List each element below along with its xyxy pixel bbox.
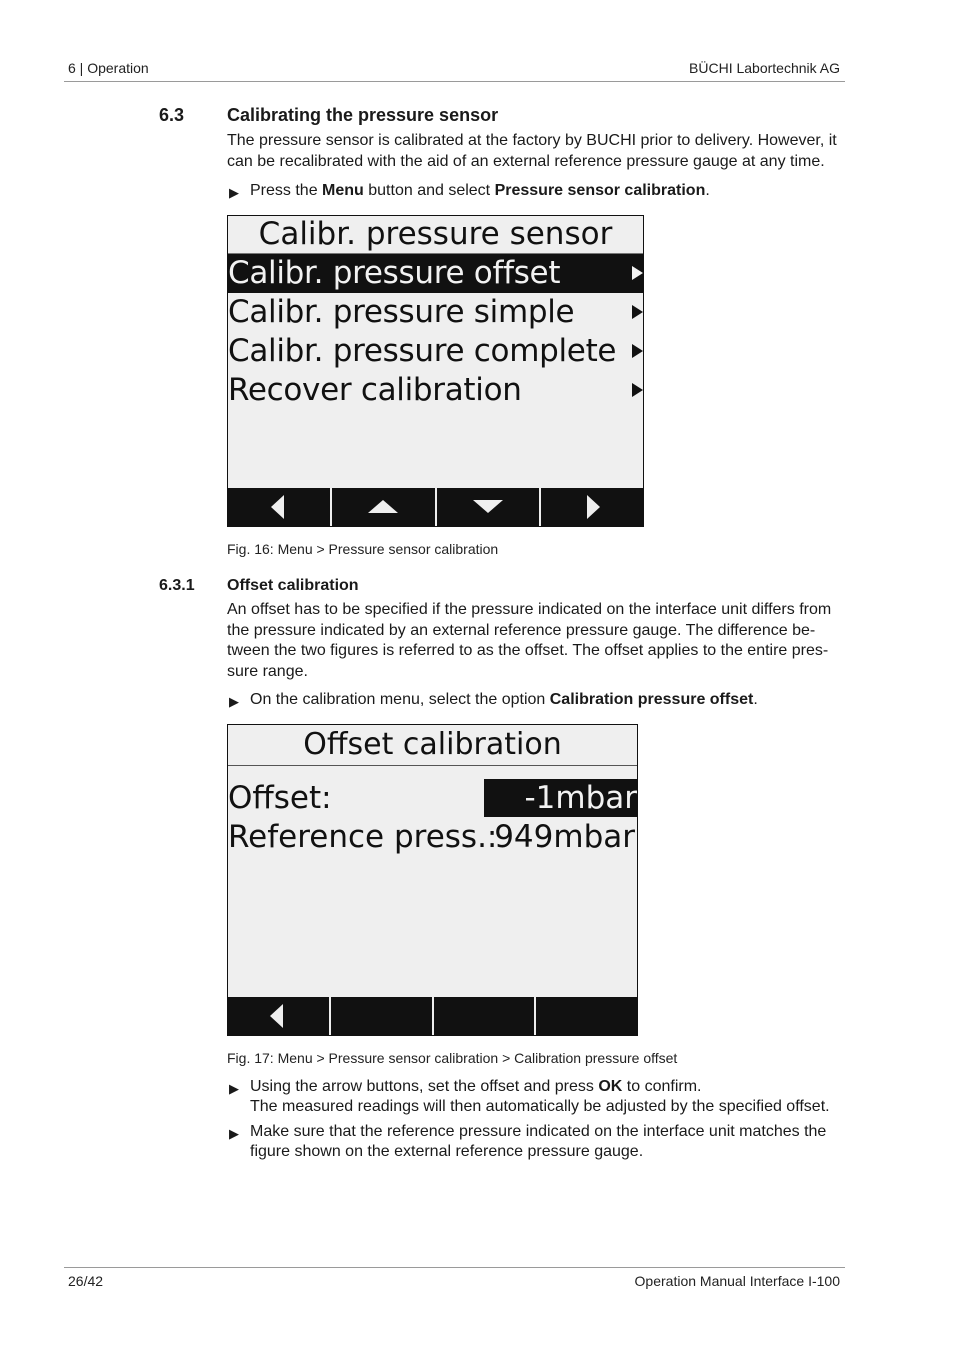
reference-press-label: Reference press.: (228, 819, 498, 855)
menu-item-pressure-complete[interactable]: Calibr. pressure complete (228, 332, 643, 371)
reference-press-value: 949mbar (494, 819, 635, 855)
subsection-title: Offset calibration (227, 577, 359, 594)
lcd-calibration-menu (227, 215, 644, 527)
header-company: BÜCHI Labortechnik AG (689, 60, 840, 76)
lcd-title: Calibr. pressure sensor (228, 216, 643, 254)
softkey-empty-4[interactable] (534, 997, 637, 1035)
bullet-triangle-icon: ▶ (229, 1081, 239, 1096)
left-arrow-icon (270, 1004, 283, 1028)
softkey-empty-2[interactable] (329, 997, 432, 1035)
figure-17-caption: Fig. 17: Menu > Pressure sensor calibration > Calibration pressure offset (227, 1050, 678, 1066)
subsection-paragraph: An offset has to be specified if the pressure indicated on the interface unit differs from the pressure indicated by an external reference pressure gauge. The difference be- tween the two figures is referred to as the offset. The offset applies to the entire pres- sure range. (227, 601, 832, 680)
step-select-offset: ▶ On the calibration menu, select the option Calibration pressure offset. (250, 690, 758, 710)
softkey-right[interactable] (539, 488, 643, 526)
header-rule (64, 81, 845, 82)
footer-rule (64, 1267, 845, 1268)
softkey-empty-3[interactable] (432, 997, 535, 1035)
header-chapter: 6 | Operation (68, 60, 149, 76)
softkey-bar (228, 488, 643, 526)
softkey-left[interactable] (228, 997, 329, 1035)
bullet-triangle-icon: ▶ (229, 694, 239, 709)
submenu-arrow-icon (632, 305, 643, 319)
footer-page-number: 26/42 (68, 1273, 104, 1289)
section-number: 6.3 (159, 105, 185, 125)
bullet-triangle-icon: ▶ (229, 1126, 239, 1141)
step-press-menu: ▶ Press the Menu button and select Pressure sensor calibration. (250, 181, 710, 201)
footer-document-title: Operation Manual Interface I-100 (634, 1273, 840, 1289)
softkey-bar (228, 997, 637, 1035)
lcd-title: Offset calibration (228, 725, 637, 766)
softkey-down[interactable] (435, 488, 539, 526)
step-set-offset: ▶ Using the arrow buttons, set the offset and press OK to confirm. The measured readings will then automatically be adjusted by the specified offset. (229, 1078, 830, 1115)
left-arrow-icon (271, 495, 284, 519)
submenu-arrow-icon (632, 383, 643, 397)
section-title: Calibrating the pressure sensor (227, 105, 499, 125)
offset-value-field[interactable]: -1mbar (484, 779, 637, 817)
up-arrow-icon (368, 500, 398, 513)
subsection-number: 6.3.1 (159, 577, 195, 594)
right-arrow-icon (587, 495, 600, 519)
lcd-offset-calibration (227, 724, 638, 1036)
offset-label: Offset: (228, 780, 332, 816)
menu-item-pressure-simple[interactable]: Calibr. pressure simple (228, 293, 643, 332)
softkey-up[interactable] (330, 488, 434, 526)
bullet-triangle-icon: ▶ (229, 185, 239, 200)
down-arrow-icon (473, 500, 503, 513)
menu-item-pressure-offset[interactable]: Calibr. pressure offset (228, 254, 643, 293)
menu-item-recover-calibration[interactable]: Recover calibration (228, 371, 643, 410)
submenu-arrow-icon (632, 344, 643, 358)
step-check-reference: ▶ Make sure that the reference pressure indicated on the interface unit matches the figure shown on the external reference pressure gauge. (229, 1123, 827, 1160)
step-result: The measured readings will then automatically be adjusted by the specified offset. (250, 1098, 830, 1115)
section-intro: The pressure sensor is calibrated at the factory by BUCHI prior to delivery. However, it can be recalibrated with the aid of an external reference pressure gauge at any time. (227, 132, 837, 170)
figure-16-caption: Fig. 16: Menu > Pressure sensor calibration (227, 541, 499, 557)
submenu-arrow-icon (632, 266, 643, 280)
softkey-left[interactable] (228, 488, 330, 526)
